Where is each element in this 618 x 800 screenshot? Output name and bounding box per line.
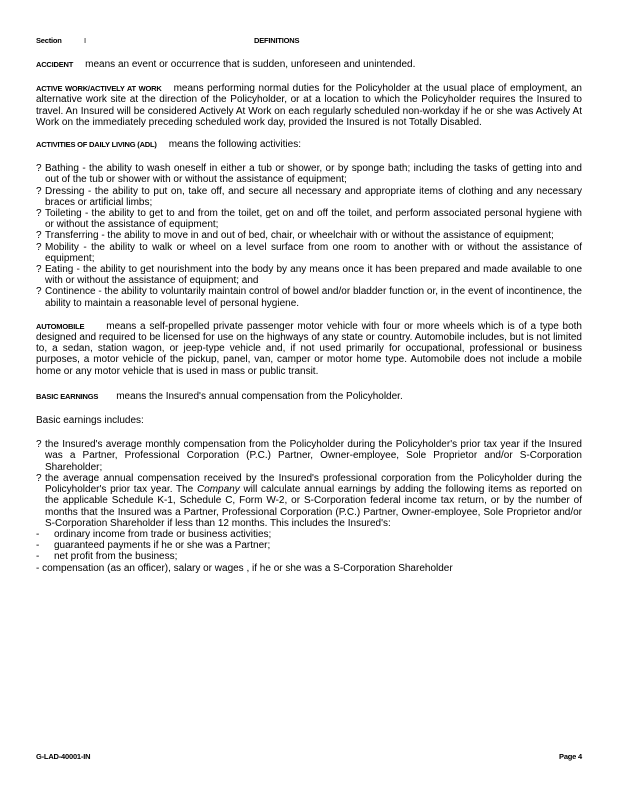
list-item: ? Toileting - the ability to get to and from the toilet, get on and off the toilet, and perform associated personal hygiene with or without the assistance of equipment; <box>36 208 582 231</box>
definition-adl <box>36 139 582 150</box>
section-title: DEFINITIONS <box>254 36 300 45</box>
bullet-marker: ? <box>36 230 42 242</box>
section-label: Section <box>36 36 62 45</box>
adl-list <box>36 163 582 309</box>
sub-list-item: - ordinary income from trade or business activities; <box>36 528 272 540</box>
term-active-work: ACTIVE WORK/ACTIVELY AT WORK <box>36 84 162 94</box>
definition-basic-earnings <box>36 391 582 402</box>
text-adl: means the following activities: <box>168 139 301 151</box>
section-number: I <box>84 36 86 45</box>
definition-active-work <box>36 83 582 128</box>
page-number: Page 4 <box>559 752 582 761</box>
sub-list-item: - compensation (as an officer), salary or wages , if he or she was a S-Corporation Shareholder <box>36 562 453 574</box>
list-item: ? the Insured's average monthly compensation from the Policyholder during the Policyholder's prior tax year if the Insured was a Partner, Professional Corporation (P.C.) Partner, Owner-employee, Sole Proprietor and/or S-Corporation Shareholder; <box>36 439 582 473</box>
sub-list-item: - net profit from the business; <box>36 551 178 563</box>
bullet-marker: ? <box>36 472 42 484</box>
list-item: ? Continence - the ability to voluntarily maintain control of bowel and/or bladder function or, in the event of incontinence, the ability to maintain a reasonable level of personal hygiene. <box>36 286 582 309</box>
bullet-marker: ? <box>36 439 42 451</box>
bullet-marker: ? <box>36 185 42 197</box>
page-footer <box>36 752 582 761</box>
bullet-marker: ? <box>36 241 42 253</box>
text-accident: means an event or occurrence that is sudden, unforeseen and unintended. <box>85 59 416 70</box>
term-automobile: AUTOMOBILE <box>36 321 85 331</box>
list-item: ? Transferring - the ability to move in and out of bed, chair, or wheelchair with or without the assistance of equipment; <box>36 230 554 242</box>
sub-list-item: - guaranteed payments if he or she was a Partner; <box>36 540 271 552</box>
bullet-marker: ? <box>36 286 42 298</box>
list-item: ? the average annual compensation received by the Insured's professional corporation from the Policyholder during the Policyholder's prior tax year. The Company will calculate annual earnings by adding the following items as reported on the applicable Schedule K-1, Schedule C, Form W-2, or S-Corporation federal income tax return, or by the number of months that the Insured was a Partner, Professional Corporation (P.C.) Partner, Owner-employee, Sole Proprietor and/or S-Corporation Shareholder if less than 12 months. This includes the Insured's: <box>36 472 583 529</box>
term-accident: ACCIDENT <box>36 60 74 69</box>
bullet-marker: ? <box>36 163 42 175</box>
list-item: ? Mobility - the ability to walk or wheel on a level surface from one room to another with or without the assistance of equipment; <box>36 241 582 264</box>
term-basic-earnings: BASIC EARNINGS <box>36 391 99 401</box>
bullet-marker: ? <box>36 264 42 276</box>
text-active-work: means performing normal duties for the Policyholder at the usual place of employment, an alternative work site at the direction of the Policyholder, or at a location to which the Policyholder requires the Insured to travel. An Insured will be considered Actively At Work on each regularly scheduled non-workday if he or she was Actively At Work on the immediately preceding scheduled work day, provided the Insured is not Totally Disabled. <box>36 83 582 128</box>
company-term: Company <box>196 484 240 496</box>
document-page <box>36 34 582 574</box>
definition-automobile <box>36 321 582 377</box>
basic-earnings-includes: Basic earnings includes: <box>36 415 144 427</box>
list-item: ? Dressing - the ability to put on, take off, and secure all necessary and appropriate items of clothing and any necessary braces or artificial limbs; <box>36 185 582 208</box>
definition-accident <box>36 59 582 70</box>
text-automobile: means a self-propelled private passenger motor vehicle with four or more wheels which is of a type both designed and required to be licensed for use on the highways of any state or country. Automobile includes, but is not limited to, a sedan, station wagon, or jeep-type vehicle and, if not used primarily for occupational, professional or business purposes, a motor vehicle of the pickup, panel, van, camper or motor home type. Automobile does not include a mobile home or any motor vehicle that is used in mass or public transit. <box>36 320 582 377</box>
form-number: G-LAD-40001-IN <box>36 752 91 761</box>
list-item: ? Bathing - the ability to wash oneself in either a tub or shower, or by sponge bath; including the tasks of getting into and out of the tub or shower with or without the assistance of equipment; <box>36 163 582 186</box>
section-header <box>36 34 582 48</box>
bullet-marker: ? <box>36 208 42 220</box>
term-adl: ACTIVITIES OF DAILY LIVING (ADL) <box>36 140 157 150</box>
basic-earnings-list <box>36 439 582 573</box>
list-item: ? Eating - the ability to get nourishment into the body by any means once it has been prepared and made available to one with or without the assistance of equipment; and <box>36 264 582 287</box>
text-basic-earnings: means the Insured's annual compensation from the Policyholder. <box>116 390 403 402</box>
